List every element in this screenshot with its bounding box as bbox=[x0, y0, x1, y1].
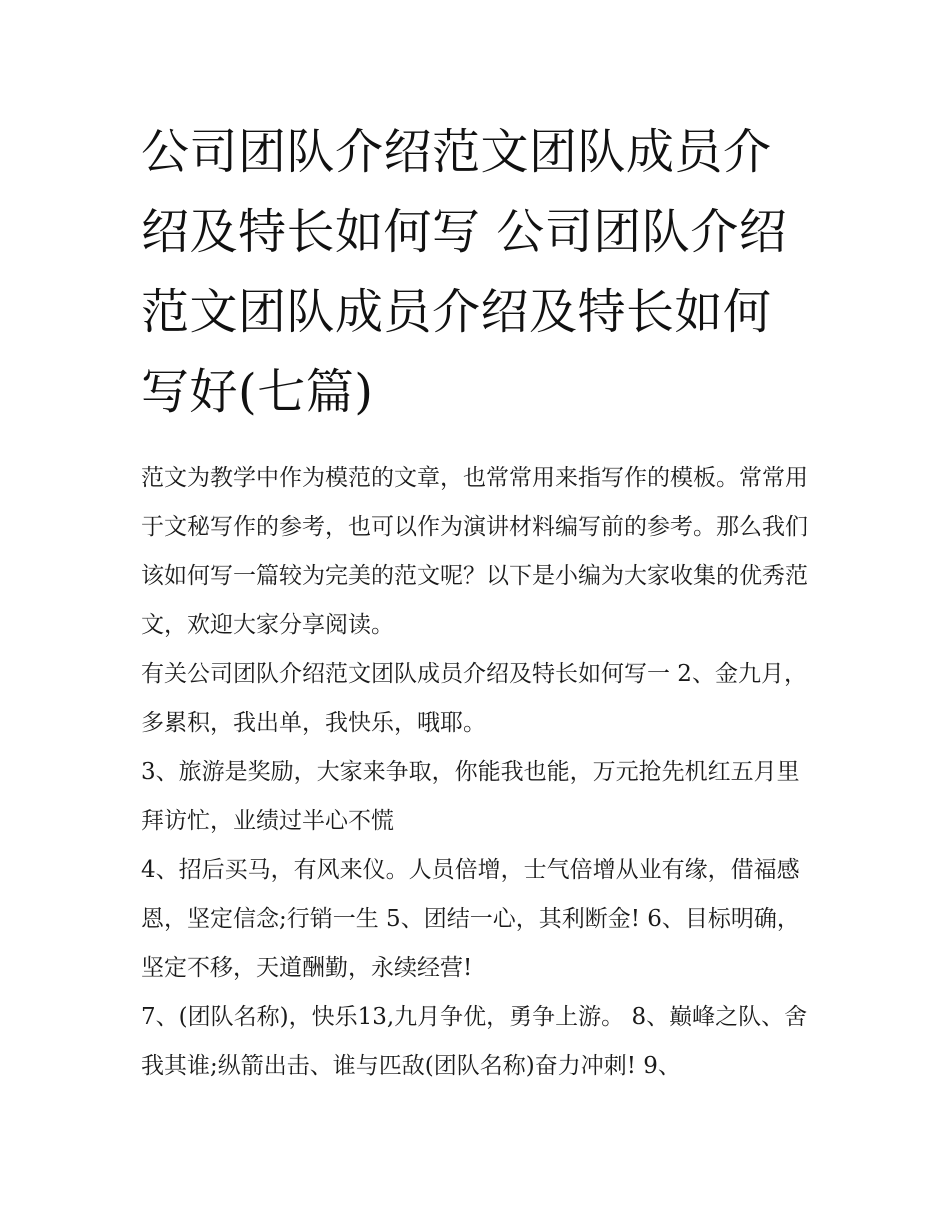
body-paragraph: 3、旅游是奖励，大家来争取，你能我也能，万元抢先机红五月里拜访忙，业绩过半心不慌 bbox=[141, 759, 800, 834]
intro-paragraph: 范文为教学中作为模范的文章，也常常用来指写作的模板。常常用于文秘写作的参考，也可以作为演讲材料编写前的参考。那么我们该如何写一篇较为完美的范文呢？以下是小编为大家收集的优秀范文，欢迎大家分享阅读。 bbox=[141, 465, 808, 638]
body-paragraph: 7、(团队名称)，快乐13,九月争优，勇争上游。 8、巅峰之队、舍我其谁;纵箭出击、谁与匹敌(团队名称)奋力冲刺! 9、 bbox=[141, 1004, 808, 1079]
document-title: 公司团队介绍范文团队成员介绍及特长如何写 公司团队介绍范文团队成员介绍及特长如何写好(七篇) bbox=[141, 124, 788, 420]
body-paragraph: 有关公司团队介绍范文团队成员介绍及特长如何写一 2、金九月，多累积，我出单，我快乐，哦耶。 bbox=[141, 661, 807, 736]
body-paragraph: 4、招后买马，有风来仪。人员倍增，士气倍增从业有缘，借福感恩，坚定信念;行销一生 5、团结一心，其利断金! 6、目标明确，坚定不移，天道酬勤，永续经营! bbox=[141, 857, 800, 981]
document-body bbox=[141, 112, 813, 1091]
